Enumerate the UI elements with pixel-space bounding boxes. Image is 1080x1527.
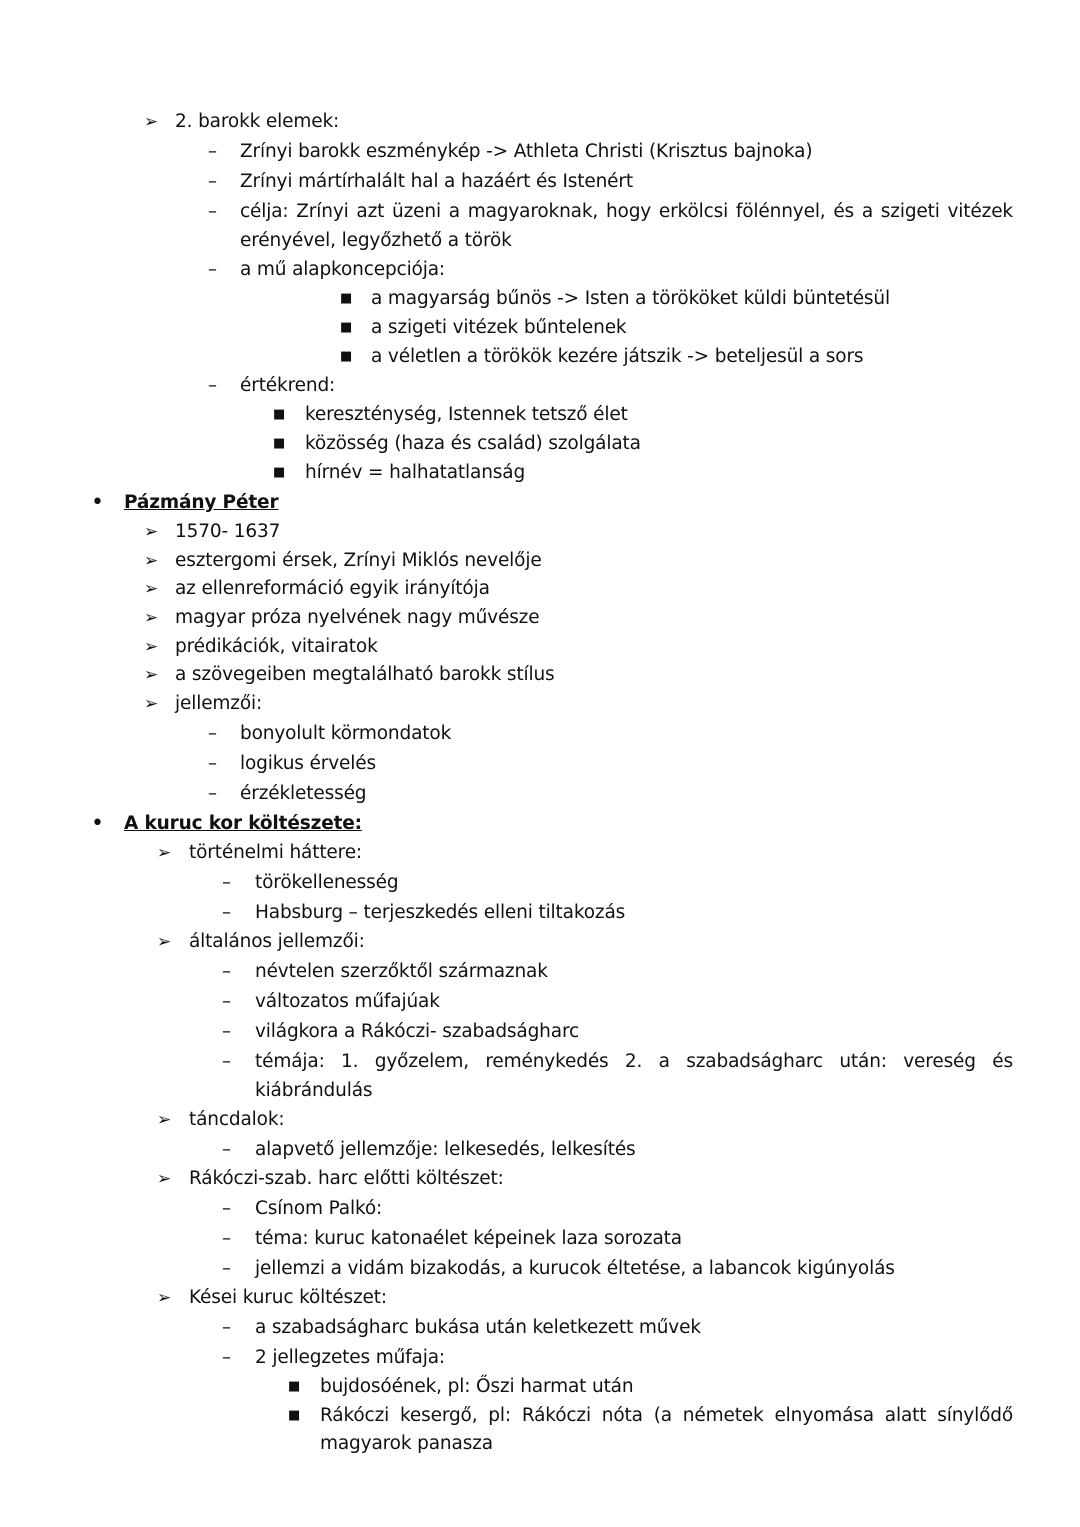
dash-bullet-icon: – xyxy=(222,1258,231,1279)
list-item: értékrend: xyxy=(240,375,336,396)
dash-bullet-icon: – xyxy=(222,1051,231,1072)
list-item: táncdalok: xyxy=(189,1109,285,1130)
list-item: a szigeti vitézek bűntelenek xyxy=(371,317,627,338)
square-bullet-icon: ■ xyxy=(288,1408,301,1423)
list-item: Rákóczi-szab. harc előtti költészet: xyxy=(189,1168,504,1189)
list-item-continuation: erényével, legyőzhető a török xyxy=(240,230,512,251)
list-item-continuation: kiábrándulás xyxy=(255,1080,373,1101)
list-item: Zrínyi barokk eszménykép -> Athleta Christi (Krisztus bajnoka) xyxy=(240,141,813,162)
dash-bullet-icon: – xyxy=(222,1139,231,1160)
dash-bullet-icon: – xyxy=(222,872,231,893)
arrow-bullet-icon: ➢ xyxy=(144,551,159,571)
list-item: a magyarság bűnös -> Isten a törököket küldi büntetésül xyxy=(371,288,890,309)
dash-bullet-icon: – xyxy=(208,201,217,222)
barokk-heading: 2. barokk elemek: xyxy=(175,111,340,132)
square-bullet-icon: ■ xyxy=(340,349,353,364)
dash-bullet-icon: – xyxy=(222,1317,231,1338)
list-item: bujdosóének, pl: Őszi harmat után xyxy=(320,1376,634,1397)
arrow-bullet-icon: ➢ xyxy=(157,843,172,863)
list-item: Kései kuruc költészet: xyxy=(189,1287,387,1308)
arrow-bullet-icon: ➢ xyxy=(157,1169,172,1189)
list-item: az ellenreformáció egyik irányítója xyxy=(175,578,490,599)
dash-bullet-icon: – xyxy=(208,783,217,804)
list-item: prédikációk, vitairatok xyxy=(175,636,378,657)
list-item: a mű alapkoncepciója: xyxy=(240,259,445,280)
pazmany-heading: Pázmány Péter xyxy=(124,492,279,513)
arrow-bullet-icon: ➢ xyxy=(157,932,172,952)
list-item: logikus érvelés xyxy=(240,753,376,774)
arrow-bullet-icon: ➢ xyxy=(144,112,159,132)
dash-bullet-icon: – xyxy=(222,902,231,923)
list-item: 2 jellegzetes műfaja: xyxy=(255,1347,445,1368)
arrow-bullet-icon: ➢ xyxy=(144,694,159,714)
square-bullet-icon: ■ xyxy=(288,1379,301,1394)
list-item: jellemzi a vidám bizakodás, a kurucok éltetése, a labancok kigúnyolás xyxy=(255,1258,895,1279)
dash-bullet-icon: – xyxy=(222,961,231,982)
dash-bullet-icon: – xyxy=(208,723,217,744)
round-bullet-icon: • xyxy=(91,490,104,515)
square-bullet-icon: ■ xyxy=(273,407,286,422)
list-item: törökellenesség xyxy=(255,872,399,893)
dash-bullet-icon: – xyxy=(208,141,217,162)
list-item: jellemzői: xyxy=(175,693,263,714)
list-item: Zrínyi mártírhalált hal a hazáért és Istenért xyxy=(240,171,633,192)
list-item: közösség (haza és család) szolgálata xyxy=(305,433,641,454)
arrow-bullet-icon: ➢ xyxy=(157,1110,172,1130)
arrow-bullet-icon: ➢ xyxy=(144,665,159,685)
list-item: célja: Zrínyi azt üzeni a magyaroknak, hogy erkölcsi fölénnyel, és a szigeti vitézek xyxy=(240,201,1013,222)
list-item: a szabadságharc bukása után keletkezett művek xyxy=(255,1317,701,1338)
list-item: változatos műfajúak xyxy=(255,991,440,1012)
arrow-bullet-icon: ➢ xyxy=(144,579,159,599)
list-item: hírnév = halhatatlanság xyxy=(305,462,526,483)
dash-bullet-icon: – xyxy=(222,1198,231,1219)
list-item: történelmi háttere: xyxy=(189,842,363,863)
list-item: névtelen szerzőktől származnak xyxy=(255,961,548,982)
dash-bullet-icon: – xyxy=(208,375,217,396)
list-item: általános jellemzői: xyxy=(189,931,365,952)
list-item: Habsburg – terjeszkedés elleni tiltakozás xyxy=(255,902,626,923)
kuruc-heading: A kuruc kor költészete: xyxy=(124,813,362,834)
square-bullet-icon: ■ xyxy=(273,436,286,451)
list-item: érzékletesség xyxy=(240,783,367,804)
arrow-bullet-icon: ➢ xyxy=(144,522,159,542)
list-item-continuation: magyarok panasza xyxy=(320,1433,493,1454)
list-item: a szövegeiben megtalálható barokk stílus xyxy=(175,664,555,685)
arrow-bullet-icon: ➢ xyxy=(144,608,159,628)
list-item: 1570- 1637 xyxy=(175,521,281,542)
round-bullet-icon: • xyxy=(91,811,104,836)
square-bullet-icon: ■ xyxy=(340,291,353,306)
dash-bullet-icon: – xyxy=(208,171,217,192)
list-item: alapvető jellemzője: lelkesedés, lelkesítés xyxy=(255,1139,636,1160)
dash-bullet-icon: – xyxy=(222,1347,231,1368)
arrow-bullet-icon: ➢ xyxy=(157,1288,172,1308)
arrow-bullet-icon: ➢ xyxy=(144,637,159,657)
dash-bullet-icon: – xyxy=(208,753,217,774)
square-bullet-icon: ■ xyxy=(340,320,353,335)
square-bullet-icon: ■ xyxy=(273,465,286,480)
list-item: kereszténység, Istennek tetsző élet xyxy=(305,404,628,425)
list-item: esztergomi érsek, Zrínyi Miklós nevelője xyxy=(175,550,542,571)
list-item: téma: kuruc katonaélet képeinek laza sorozata xyxy=(255,1228,682,1249)
dash-bullet-icon: – xyxy=(222,991,231,1012)
dash-bullet-icon: – xyxy=(222,1228,231,1249)
list-item: témája: 1. győzelem, reménykedés 2. a szabadságharc után: vereség és xyxy=(255,1051,1013,1072)
list-item: Rákóczi kesergő, pl: Rákóczi nóta (a németek elnyomása alatt sínylődő xyxy=(320,1405,1013,1426)
list-item: magyar próza nyelvének nagy művésze xyxy=(175,607,540,628)
list-item: világkora a Rákóczi- szabadságharc xyxy=(255,1021,580,1042)
dash-bullet-icon: – xyxy=(222,1021,231,1042)
dash-bullet-icon: – xyxy=(208,259,217,280)
list-item: bonyolult körmondatok xyxy=(240,723,452,744)
list-item: Csínom Palkó: xyxy=(255,1198,383,1219)
list-item: a véletlen a törökök kezére játszik -> beteljesül a sors xyxy=(371,346,864,367)
